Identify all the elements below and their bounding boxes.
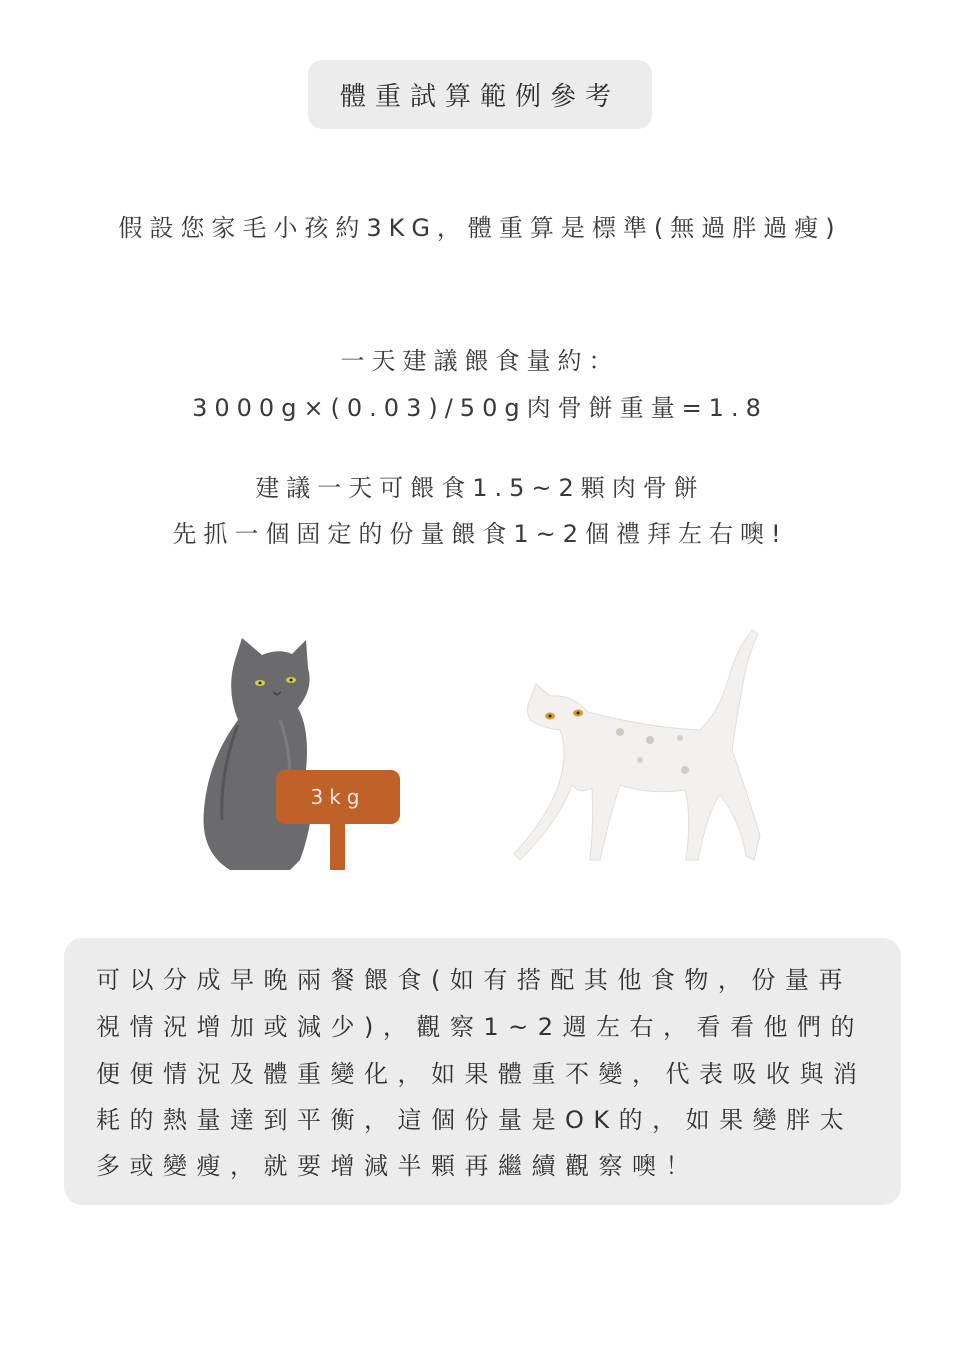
- cats-illustration: [180, 620, 780, 880]
- note-line-1: 可以分成早晚兩餐餵食(如有搭配其他食物，份量再: [96, 966, 852, 994]
- note-line-2: 視情況增加或減少)，觀察1~2週左右，看看他們的: [96, 1013, 865, 1041]
- note-line-3: 便便情況及體重變化，如果體重不變，代表吸收與消: [96, 1060, 867, 1088]
- sign-label: 3kg: [310, 785, 366, 809]
- note-line-5: 多或變瘦，就要增減半顆再繼續觀察噢！: [96, 1152, 699, 1180]
- assumption-text: 假設您家毛小孩約3KG，體重算是標準(無過胖過瘦): [118, 214, 842, 242]
- title-badge: [308, 60, 652, 129]
- advice-line-2: 先抓一個固定的份量餵食1~2個禮拜左右噢!: [172, 520, 788, 548]
- white-cat-image: [514, 630, 760, 860]
- feeding-formula: 3000g×(0.03)/50g肉骨餅重量=1.8: [192, 394, 768, 422]
- feeding-heading: 一天建議餵食量約：: [340, 347, 620, 375]
- note-line-4: 耗的熱量達到平衡，這個份量是OK的，如果變胖太: [96, 1106, 854, 1134]
- page-title: 體重試算範例參考: [339, 82, 620, 112]
- feeding-note-box: [64, 938, 901, 1205]
- gray-cat-image: [204, 638, 312, 870]
- advice-line-1: 建議一天可餵食1.5~2顆肉骨餅: [255, 474, 705, 502]
